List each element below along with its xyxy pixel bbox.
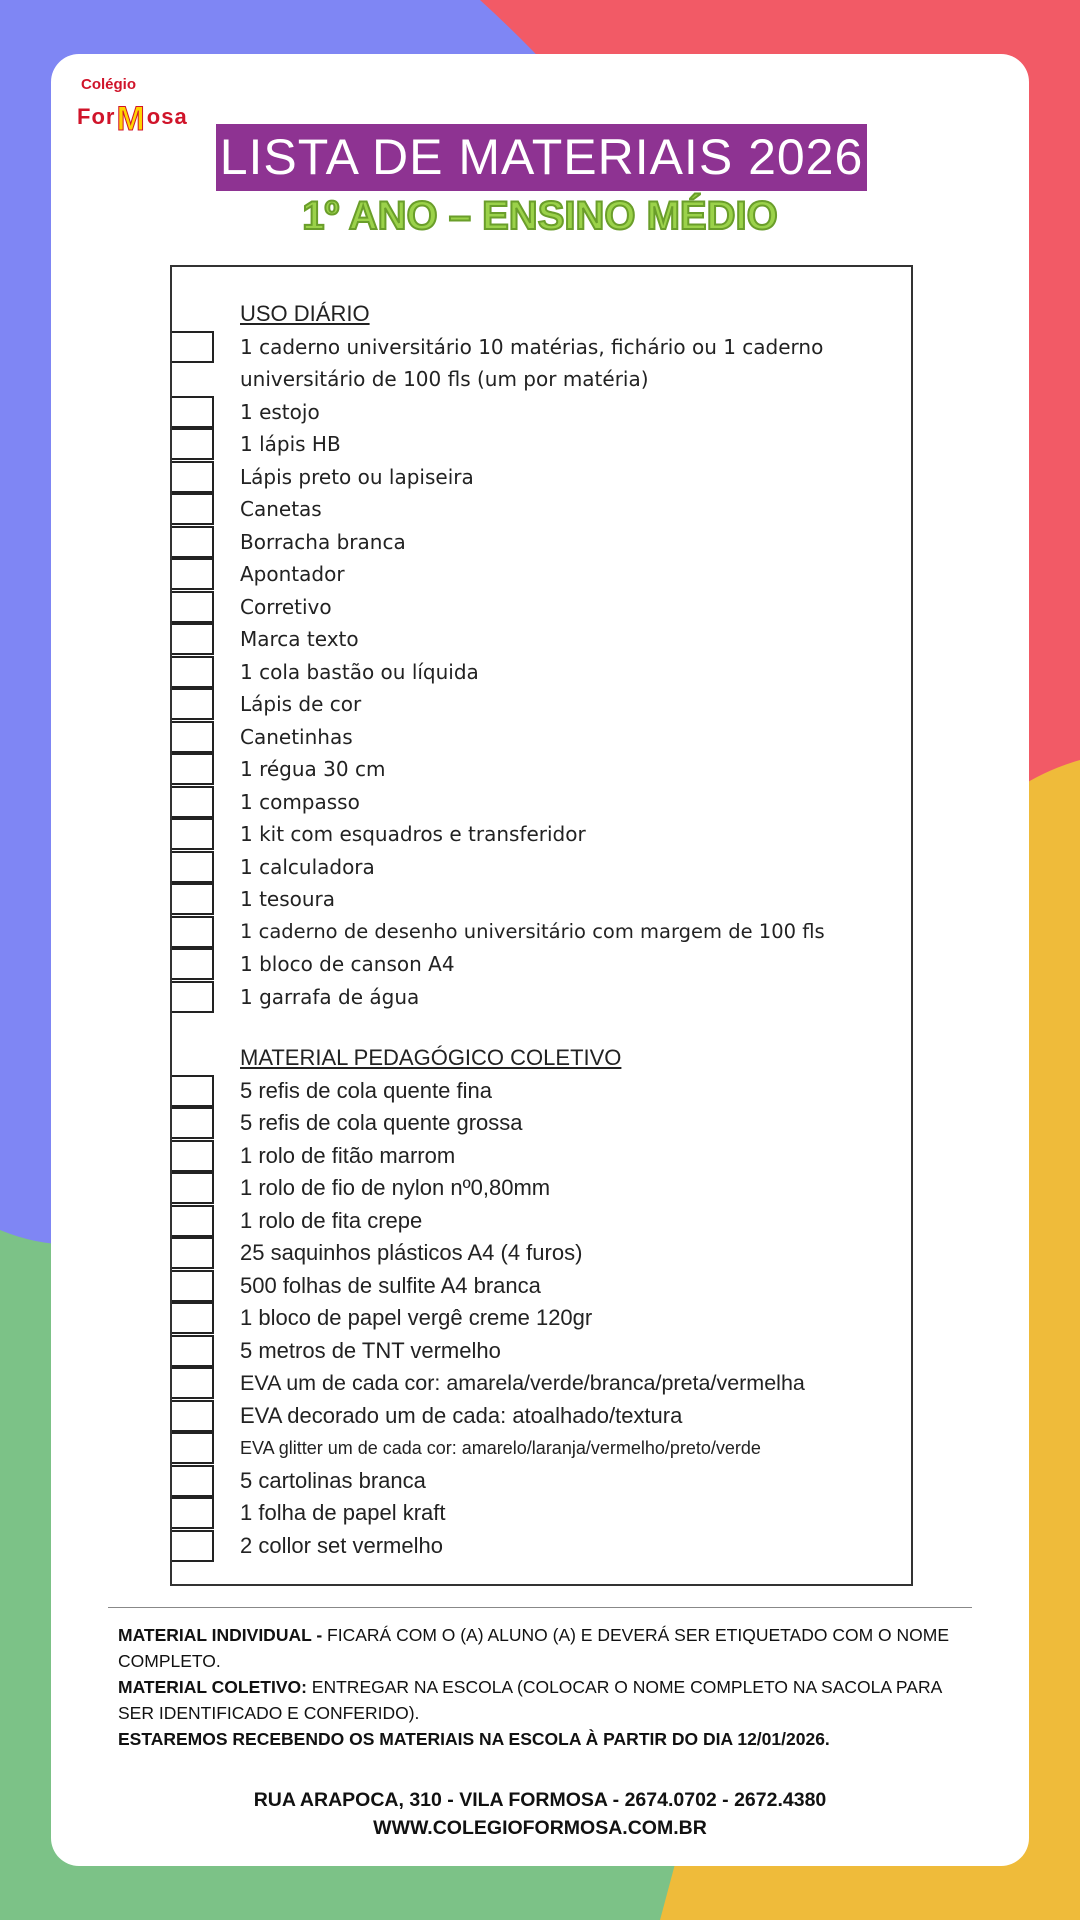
checkbox[interactable] bbox=[172, 428, 214, 460]
note-individual bbox=[118, 1622, 978, 1674]
checkbox[interactable] bbox=[172, 1497, 214, 1529]
item-text: Marca texto bbox=[240, 627, 359, 651]
logo-right-text: osa bbox=[146, 104, 188, 129]
checkbox[interactable] bbox=[172, 493, 214, 525]
checkbox[interactable] bbox=[172, 1465, 214, 1497]
note-receiving bbox=[118, 1726, 978, 1752]
checkbox[interactable] bbox=[172, 1302, 214, 1334]
checkbox[interactable] bbox=[172, 753, 214, 785]
footer bbox=[51, 1786, 1029, 1842]
checkbox[interactable] bbox=[172, 331, 214, 363]
item-text: Apontador bbox=[240, 562, 345, 586]
note-coletivo-label: MATERIAL COLETIVO: bbox=[118, 1677, 307, 1697]
notes-block bbox=[118, 1622, 978, 1752]
checkbox[interactable] bbox=[172, 1140, 214, 1172]
school-logo bbox=[71, 76, 221, 146]
checkbox[interactable] bbox=[172, 1530, 214, 1562]
item-text: 1 caderno universitário 10 matérias, fichário ou 1 caderno bbox=[240, 335, 824, 359]
note-individual-label: MATERIAL INDIVIDUAL - bbox=[118, 1625, 323, 1645]
item-text: 5 metros de TNT vermelho bbox=[240, 1338, 501, 1363]
item-text: 1 caderno de desenho universitário com margem de 100 fls bbox=[240, 920, 825, 943]
checkbox[interactable] bbox=[172, 1335, 214, 1367]
item-text: 1 rolo de fita crepe bbox=[240, 1208, 423, 1233]
checkbox[interactable] bbox=[172, 1400, 214, 1432]
item-text: 5 refis de cola quente fina bbox=[240, 1078, 492, 1103]
checkbox[interactable] bbox=[172, 1270, 214, 1302]
item-text: 25 saquinhos plásticos A4 (4 furos) bbox=[240, 1240, 583, 1265]
note-coletivo bbox=[118, 1674, 978, 1726]
checkbox[interactable] bbox=[172, 623, 214, 655]
item-text: 5 cartolinas branca bbox=[240, 1468, 426, 1493]
page-subtitle: 1º ANO – ENSINO MÉDIO bbox=[302, 194, 778, 238]
materials-card bbox=[51, 54, 1029, 1866]
checkbox[interactable] bbox=[172, 396, 214, 428]
item-text: 1 compasso bbox=[240, 790, 360, 814]
section-heading-coletivo: MATERIAL PEDAGÓGICO COLETIVO bbox=[240, 1045, 622, 1070]
checkbox[interactable] bbox=[172, 1367, 214, 1399]
checkbox[interactable] bbox=[172, 851, 214, 883]
checkbox[interactable] bbox=[172, 948, 214, 980]
item-text: 1 rolo de fitão marrom bbox=[240, 1143, 456, 1168]
page-title: LISTA DE MATERIAIS 2026 bbox=[216, 124, 867, 191]
logo-bottom-text bbox=[77, 94, 188, 138]
checkbox[interactable] bbox=[172, 526, 214, 558]
note-receiving-text: ESTAREMOS RECEBENDO OS MATERIAIS NA ESCOLA À PARTIR DO DIA 12/01/2026. bbox=[118, 1729, 830, 1749]
item-text: 1 estojo bbox=[240, 400, 320, 424]
item-text: EVA decorado um de cada: atoalhado/textura bbox=[240, 1403, 683, 1428]
item-text: Canetas bbox=[240, 497, 322, 521]
section-heading-uso-diario: USO DIÁRIO bbox=[240, 301, 370, 326]
item-text: 1 tesoura bbox=[240, 887, 336, 911]
checkbox[interactable] bbox=[172, 1075, 214, 1107]
item-text: EVA glitter um de cada cor: amarelo/laranja/vermelho/preto/verde bbox=[240, 1438, 761, 1458]
checkbox[interactable] bbox=[172, 1432, 214, 1464]
item-text: 1 cola bastão ou líquida bbox=[240, 660, 479, 684]
item-text: 1 régua 30 cm bbox=[240, 757, 386, 781]
note-individual-text: FICARÁ COM O (A) ALUNO (A) E DEVERÁ SER ETIQUETADO COM O NOME COMPLETO. bbox=[118, 1625, 949, 1671]
item-text: Corretivo bbox=[240, 595, 332, 619]
logo-top-text: Colégio bbox=[81, 76, 136, 93]
item-text: 1 kit com esquadros e transferidor bbox=[240, 822, 586, 846]
checkbox[interactable] bbox=[172, 818, 214, 850]
item-text: 2 collor set vermelho bbox=[240, 1533, 443, 1558]
checkbox[interactable] bbox=[172, 786, 214, 818]
item-text: 1 garrafa de água bbox=[240, 985, 420, 1009]
checkbox[interactable] bbox=[172, 591, 214, 623]
footer-address: RUA ARAPOCA, 310 - VILA FORMOSA - 2674.0702 - 2672.4380 bbox=[253, 1789, 827, 1811]
checkbox[interactable] bbox=[172, 558, 214, 590]
checkbox[interactable] bbox=[172, 883, 214, 915]
checkbox[interactable] bbox=[172, 1172, 214, 1204]
item-text: Lápis de cor bbox=[240, 692, 362, 716]
item-text: universitário de 100 fls (um por matéria) bbox=[240, 367, 649, 391]
item-text: Borracha branca bbox=[240, 530, 406, 554]
checkbox[interactable] bbox=[172, 1205, 214, 1237]
item-text: 1 calculadora bbox=[240, 855, 375, 879]
item-text: 1 lápis HB bbox=[240, 432, 341, 456]
footer-website[interactable]: WWW.COLEGIOFORMOSA.COM.BR bbox=[373, 1817, 707, 1839]
logo-left-text: For bbox=[77, 104, 116, 129]
item-text: Canetinhas bbox=[240, 725, 353, 749]
materials-list bbox=[170, 265, 913, 1586]
checkbox[interactable] bbox=[172, 916, 214, 948]
item-text: 1 bloco de canson A4 bbox=[240, 952, 455, 976]
item-text: Lápis preto ou lapiseira bbox=[240, 465, 474, 489]
item-text: 500 folhas de sulfite A4 branca bbox=[240, 1273, 541, 1298]
divider bbox=[108, 1607, 972, 1608]
checkbox[interactable] bbox=[172, 688, 214, 720]
item-text: 1 folha de papel kraft bbox=[240, 1500, 446, 1525]
checkbox[interactable] bbox=[172, 656, 214, 688]
checkbox[interactable] bbox=[172, 981, 214, 1013]
checkbox[interactable] bbox=[172, 461, 214, 493]
checkbox[interactable] bbox=[172, 1237, 214, 1269]
checkbox[interactable] bbox=[172, 721, 214, 753]
item-text: EVA um de cada cor: amarela/verde/branca/preta/vermelha bbox=[240, 1371, 805, 1395]
note-coletivo-text: ENTREGAR NA ESCOLA (COLOCAR O NOME COMPLETO NA SACOLA PARA SER IDENTIFICADO E CONFERIDO). bbox=[118, 1677, 942, 1723]
item-text: 1 bloco de papel vergê creme 120gr bbox=[240, 1305, 593, 1330]
logo-m-letter: M bbox=[116, 100, 146, 138]
item-text: 5 refis de cola quente grossa bbox=[240, 1110, 523, 1135]
checkbox[interactable] bbox=[172, 1107, 214, 1139]
item-text: 1 rolo de fio de nylon nº0,80mm bbox=[240, 1175, 551, 1200]
